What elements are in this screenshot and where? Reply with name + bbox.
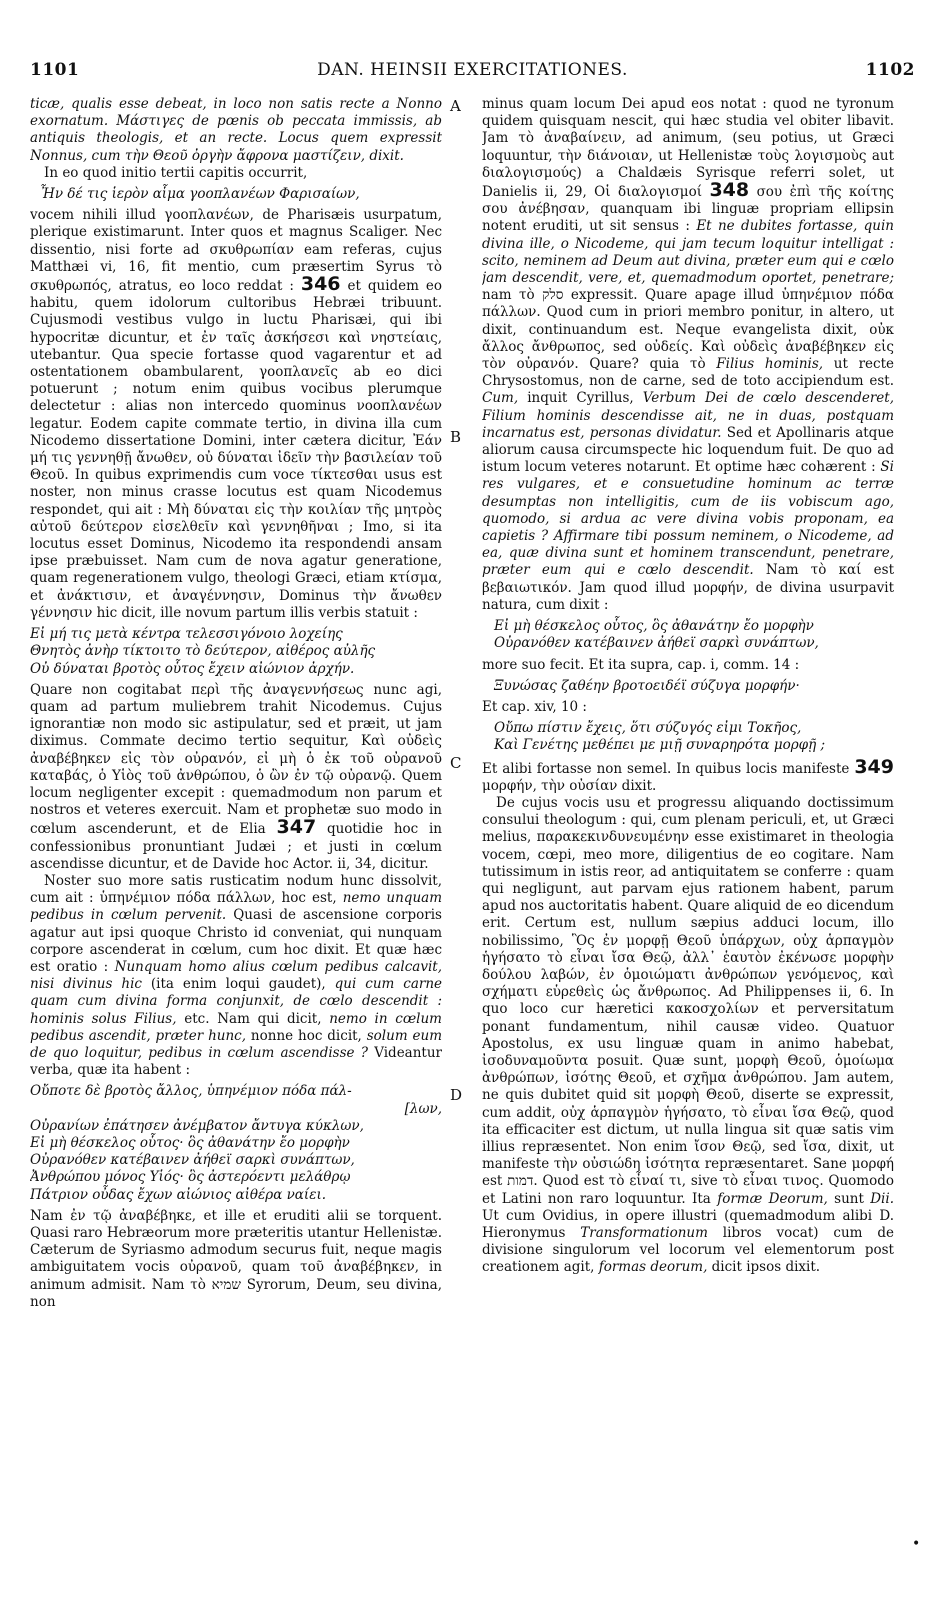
paragraph: In eo quod initio tertii capitis occurrit, bbox=[44, 164, 308, 181]
text-run: De cujus vocis usu et progressu aliquando doctissimum consului theologum : qui, cum plenam periculi, et, ut Græci melius, παρακεκινδυνευμένην esse existimaret in theologia vocem, cœpi, meo more, diligentius de eo cogitare. Nam tutissimum in istis reor, ad antiquitatem se conferre : quam qui negligunt, aut parvam ejus rationem habent, parum apud nos auctoritatis habent. Quare aliquid de eo dicendum erit. Certum est, nullum sæpius adduci locum, illo nobilissimo, Ὃς ἐν μορφῇ Θεοῦ ὑπάρχων, οὐχ ἁρπαγμὸν ἡγήσατο τὸ εἶναι ἴσα Θεῷ, ἀλλ᾽ ἑαυτὸν ἐκένωσε μορφὴν δούλου λαβών, ἐν ὁμοιώματι ἀνθρώπων γενόμενος, καὶ σχήματι εὑρεθεὶς ὡς ἄνθρωπος. Ad Philippenses ii, 6. In quo loco cur hæretici κακοσχολίων et perversitatum ponant fundamentum, nihil causæ video. Quatuor Apostolus, ex usu linguæ quam in animo habebat, ἰσοδυναμοῦντα posuit. Quæ sunt, μορφὴ Θεοῦ, ὁμοίωμα ἀνθρώπων, ἰσότης Θεοῦ, et σχῆμα ἀνθρώπου. Jam autem, ne quis dubitet quid sit μορφὴ Θεοῦ, diserte se expressit, cum addit, οὐχ ἁρπαγμὸν ἡγήσατο, τὸ εἶναι ἴσα Θεῷ, quod ita efficaciter est dictum, ut nulla lingua sit quæ satis vim illius repræsentet. Non enim ἴσον Θεῷ, sed ἴσα, dixit, ut manifeste τὴν οὐσιώδη ἰσότητα repræsentaret. Sane μορφή est דמות. Quod est τὸ εἶναί τι, sive τὸ εἶναι τινος. Quomodo et Latini non raro loquuntur. Ita bbox=[482, 794, 894, 1207]
section-marker-d: D bbox=[450, 1086, 463, 1104]
verse-line: Οὔπω πίστιν ἔχεις, ὅτι σύζυγός εἰμι Τοκῆος, bbox=[494, 720, 802, 737]
margin-number: 349 bbox=[854, 755, 894, 778]
section-marker-a: A bbox=[450, 97, 461, 115]
text-run: qui cum carne quam cum divina forma conjunxit, de cœlo descendit : hominis solus Filius, bbox=[30, 976, 442, 1027]
text-run: Et ne dubites fortasse, quin divina ille, o Nicodeme, qui jam tecum loquitur intelligat : scito, neminem ad Deum aut divina, præter eum qui e cœlo jam descendit, vere, et, quemadmodum oportet, penetrare; bbox=[482, 218, 894, 287]
right-column bbox=[482, 96, 894, 1596]
paragraph: Et cap. xiv, 10 : bbox=[482, 698, 587, 715]
section-marker-b: B bbox=[450, 428, 462, 446]
paragraph bbox=[482, 755, 894, 795]
verse-quote: Ξυνώσας ζαθέην βροτοειδέϊ σύζυγα μορφήν· bbox=[494, 677, 800, 694]
text-run: Dii. bbox=[870, 1190, 894, 1207]
paragraph bbox=[482, 96, 894, 614]
text-run: Quasi de ascensione corporis agatur aut ipsi quoque Christo id conveniat, qui nunquam corpore ascenderat in cœlum, cum hoc dixit. Et quæ hæc est oratio : bbox=[30, 907, 442, 975]
verse-block bbox=[30, 626, 442, 678]
verse-line: Οὐρανίων ἐπάτησεν ἀνέμβατον ἄντυγα κύκλων, bbox=[30, 1117, 364, 1134]
section-marker-c: C bbox=[450, 754, 462, 772]
running-title: DAN. HEINSII EXERCITATIONES. bbox=[317, 60, 628, 80]
text-run: nam τὸ סלק expressit. Quare apage illud ὑπηνέμιον πόδα πάλλων. Quod cum in priori membro ponitur, in altero, ut dixit, continuandum est. Neque evangelista dixit, οὐκ ἄλλος ἄνθρωπος, sed οὐδείς. Καὶ οὐδεὶς ἀναβέβηκεν εἰς τὸν οὐρανόν. Quare? quia τὸ bbox=[482, 287, 894, 373]
left-column bbox=[30, 96, 442, 1596]
text-run: nonne hoc dicit, bbox=[246, 1027, 367, 1044]
text-run: nemo unquam pedibus in cœlum pervenit. bbox=[30, 890, 442, 924]
text-run: inquit Cyrillus, bbox=[518, 390, 643, 407]
text-run: Videantur verba, quæ ita habent : bbox=[30, 1044, 442, 1079]
verse-block bbox=[30, 1083, 442, 1203]
paragraph bbox=[30, 873, 442, 1079]
chapter-summary: ticæ, qualis esse debeat, in loco non satis recte a Nonno exornatum. Μάστιγες de pœnis ob peccata immissis, ab antiquis theologis, et an recte. Locus quem expressit Nonnus, cum τὴν Θεοῦ ὀργὴν ἄφρονα μαστίζειν, dixit. bbox=[30, 96, 442, 164]
verse-line: Οὐ δύναται βροτὸς οὗτος ἔχειν αἰώνιον ἀρχήν. bbox=[30, 660, 355, 677]
text-run: σου ἐπὶ τῆς κοίτης σου ἀνέβησαν, quanquam ibi linguæ propriam ellipsin notent eruditi, ut sit sensus : bbox=[482, 184, 894, 235]
text-run: Et alibi fortasse non semel. In quibus locis manifeste bbox=[482, 760, 850, 777]
text-run: nemo in cœlum pedibus ascendit, præter hunc, bbox=[30, 1010, 442, 1044]
text-run: Verbum Dei de cœlo descenderet, Filium hominis descendisse ait, ne in duas, postquam incarnatus est, personas dividatur. bbox=[482, 390, 894, 441]
text-run: formæ Deorum, bbox=[717, 1190, 828, 1207]
paragraph: Nam ἐν τῷ ἀναβέβηκε, et ille et eruditi alii se torquent. Quasi raro Hebræorum more præteritis utantur Hellenistæ. Cæterum de Syriasmo admodum securus fuit, neque magis ambiguitatem vocis οὐρανοῦ, quam τοῦ ἀναβέβηκεν, in animum admisit. Nam τὸ שמיא Syrorum, Deum, seu divina, non bbox=[30, 1207, 442, 1310]
text-run: etc. Nam qui dicit, bbox=[176, 1010, 330, 1027]
verse-line: Εἰ μή τις μετὰ κέντρα τελεσσιγόνοιο λοχείης bbox=[30, 626, 343, 643]
verse-block bbox=[494, 720, 894, 754]
verse-line: Καὶ Γενέτης μεθέπει με μιῇ συναρηρότα μορφῇ ; bbox=[494, 737, 826, 754]
verse-line: Οὐρανόθεν κατέβαινεν ἀήθεϊ σαρκὶ συνάπτων, bbox=[30, 1152, 355, 1169]
text-run: et quidem eo habitu, quem idolorum cultoribus Hebræi tribuunt. Cujusmodi vestibus vulgo in luctu Pharisæi, qui ibi hypocritæ dicuntur, et ἐν ταῖς ἀσκήσεσι καὶ νηστείαις, utebantur. Qua specie fortasse quod vagarentur et ad ostentationem obambularent, γοοπλανεῖς ab eo dici potuerunt ; notum enim quibus vocibus plerumque delectetur : alias non intercedo quominus νοοπλανέων legatur. Eodem capite commate tertio, in divina illa cum Nicodemo dissertatione Domini, inter cætera dicitur, Ἐάν μή τις γεννηθῇ ἄνωθεν, οὐ δύναται ἰδεῖν τὴν βασιλείαν τοῦ Θεοῦ. In quibus exprimendis cum voce τίκτεσθαι usus est noster, non minus crasse locutus est quam Nicodemus respondet, qui ait : Μὴ δύναται εἰς τὴν κοιλίαν τῆς μητρὸς αὐτοῦ δεύτερον εἰσελθεῖν καὶ γεννηθῆναι ; Imo, si ita locutus esset Dominus, Nicodemo ita respondendi ansam ipse præbuisset. Nam cum de nova agatur generatione, quam regenerationem vulgo, theologi Græci, etiam κτίσμα, et ἀνάκτισιν, et ἀναγέννησιν, Dominus τὴν ἄνωθεν γέννησιν hic dicit, ille novum partum illis verbis statuit : bbox=[30, 278, 442, 621]
page-header bbox=[30, 60, 915, 90]
text-run: μορφήν, τὴν οὐσίαν dixit. bbox=[482, 777, 657, 794]
verse-line: Οὐρανόθεν κατέβαινεν ἀήθεϊ σαρκὶ συνάπτων, bbox=[494, 635, 819, 652]
text-run: sunt bbox=[827, 1190, 871, 1207]
text-run: Nunquam homo alius cœlum pedibus calcavit, nisi divinus hic bbox=[30, 958, 442, 993]
text-run: Filius hominis, bbox=[716, 356, 824, 373]
page-number-right: 1102 bbox=[865, 60, 915, 80]
verse-line: Οὔποτε δὲ βροτὸς ἄλλος, ὑπηνέμιον πόδα πάλ- bbox=[30, 1083, 352, 1100]
text-run: quotidie hoc in confessionibus pronuntiant Judæi ; et justi in cœlum ascendisse dicuntur, et de Davide hoc Actor. ii, 34, dicitur. bbox=[30, 821, 442, 872]
text-run: Transformationum bbox=[580, 1225, 708, 1241]
verse-line: Εἰ μὴ θέσκελος οὗτος, ὃς ἀθανάτην ἔο μορφὴν bbox=[494, 618, 814, 635]
verse-line: Ἀνθρώπου μόνος Υἱός· ὃς ἀστερόεντι μελάθρῳ bbox=[30, 1169, 351, 1186]
verse-block bbox=[494, 618, 894, 652]
text-run: minus quam locum Dei apud eos notat : quod ne tyronum quidem quisquam nescit, qui hæc studia vel obiter libavit. Jam τὸ ἀναβαίνειν, ad animum, (seu potius, ut Græci loquuntur, τὴν διάνοιαν, ut Hellenistæ τοὺς λογισμοὺς aut διαλογισμούς) a Chaldæis Syrisque referri solet, ut Danielis ii, 29, Οἱ διαλογισμοί bbox=[482, 96, 894, 201]
text-run: Sed et Apollinaris atque aliorum causa circumspecte hic loquendum fuit. De quo ad istum locum veteres notarunt. Et optime hæc cohærent : bbox=[482, 424, 894, 476]
paragraph bbox=[482, 795, 894, 1277]
text-run: formas deorum, bbox=[598, 1259, 708, 1276]
text-run: Noster suo more satis rusticatim nodum hunc dissolvit, cum ait : ὑπηνέμιον πόδα πάλλων, hoc est, bbox=[30, 872, 442, 907]
verse-line: Πάτριον οὖδας ἔχων αἰώνιος αἰθέρα ναίει. bbox=[30, 1186, 327, 1203]
margin-number: 346 bbox=[300, 273, 341, 296]
paragraph: more suo fecit. Et ita supra, cap. i, comm. 14 : bbox=[482, 656, 800, 673]
text-run: Nam τὸ καί est βεβαιωτικόν. Jam quod illud μορφήν, de divina usurpavit natura, cum dixit : bbox=[482, 562, 894, 613]
verse-line: Θνητὸς ἀνὴρ τίκτοιτο τὸ δεύτερον, αἰθέρος αὐλῆς bbox=[30, 643, 376, 660]
text-run: vocem nihili illud γοοπλανέων, de Pharisæis usurpatum, plerique existimarunt. Inter quos et magnus Scaliger. Nec dissentio, nisi forte ad σκυθρωπίαν eam referas, cujus Matthæi vi, 16, fit mentio, cum præsertim Syrus τὸ σκυθρωπός, atratus, eo loco reddat : bbox=[30, 207, 442, 295]
margin-number: 347 bbox=[276, 816, 317, 839]
verse-quote: Ἦν δέ τις ἱερὸν αἷμα γοοπλανέων Φαρισαίων, bbox=[40, 186, 360, 203]
text-run: solum eum de quo loquitur, pedibus in cœlum ascendisse ? bbox=[30, 1027, 442, 1061]
text-run: Ut cum Ovidius, in opere illustri (quemadmodum alibi D. Hieronymus bbox=[482, 1207, 894, 1241]
verse-line: Εἰ μὴ θέσκελος οὗτος· ὃς ἀθανάτην ἔο μορφὴν bbox=[30, 1134, 350, 1151]
margin-number: 348 bbox=[709, 179, 750, 202]
text-run: dicit ipsos dixit. bbox=[707, 1259, 821, 1276]
page-number-left: 1101 bbox=[30, 60, 80, 80]
text-run: ut recte Chrysostomus, non de carne, sed de toto accipiendum est. bbox=[482, 356, 894, 390]
text-run: Quare non cogitabat περὶ τῆς ἀναγεννήσεως nunc agi, quam ad partum muliebrem trahit Nicodemus. Cujus ignorantiæ non modo sic astipulatur, sed et præit, ut jam diximus. Commate decimo tertio sequitur, Καὶ οὐδεὶς ἀναβέβηκεν εἰς τὸν οὐρανόν, εἰ μὴ ὁ ἐκ τοῦ οὐρανοῦ καταβάς, ὁ Υἱὸς τοῦ ἀνθρώπου, ὁ ὢν ἐν τῷ οὐρανῷ. Quem locum negligenter excepit : quemadmodum non parum et nostros et veteres exercuit. Nam et prophetæ suo modo in cœlum ascenderunt, et de Elia bbox=[30, 681, 442, 838]
text-run: (ita enim loqui gaudet), bbox=[141, 976, 335, 993]
text-run: libros vocat) cum de divisione singulorum vel locorum vel elementorum post creationem agit, bbox=[482, 1225, 894, 1276]
page-dot: • bbox=[912, 1536, 921, 1552]
text-run: Si res vulgares, et e consuetudine hominum ac terræ desumptas non intelligitis, cum de iis vobiscum ago, quomodo, si ardua ac vere divina vobis proponam, ea capietis ? Affirmare tibi possum neminem, o Nicodeme, ad ea, quæ divina sunt et hominem transcendunt, penetrare, præter eum qui e cœlo descendit. bbox=[482, 459, 894, 579]
paragraph bbox=[30, 682, 442, 873]
verse-continuation: [λων, bbox=[404, 1100, 442, 1117]
text-run: Cum, bbox=[482, 390, 519, 407]
paragraph bbox=[30, 207, 442, 622]
